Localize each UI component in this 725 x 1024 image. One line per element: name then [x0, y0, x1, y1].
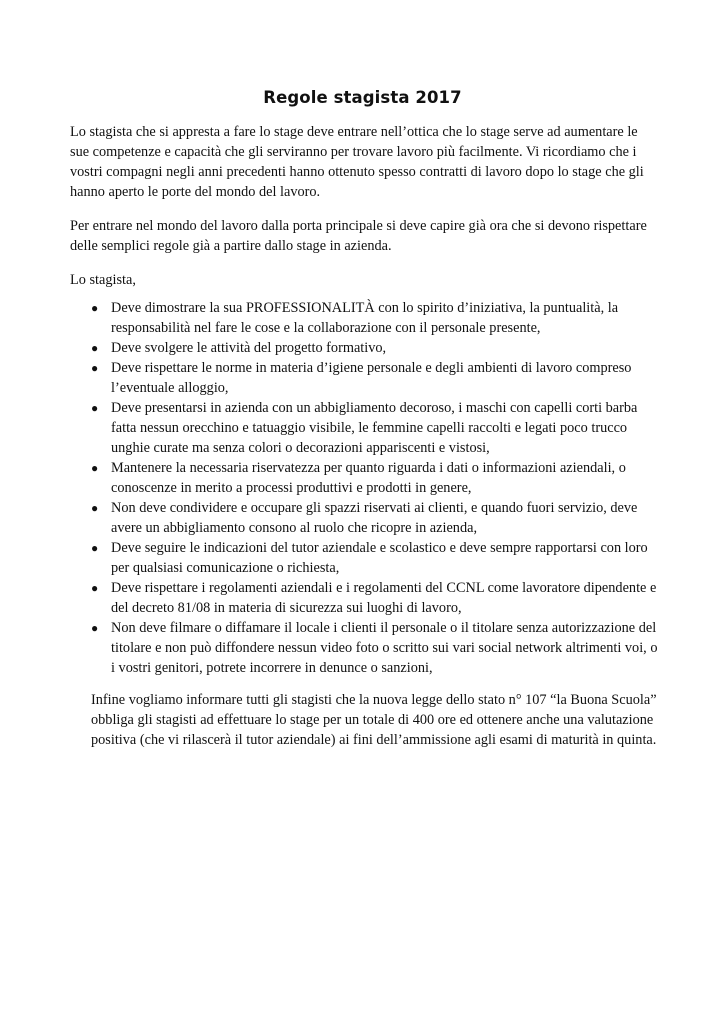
list-item [91, 398, 660, 458]
bullet-icon: ● [91, 541, 99, 555]
rules-list [70, 298, 660, 678]
rule-text: Non deve condividere e occupare gli spazzi riservati ai clienti, e quando fuori servizio, deve avere un abbigliamento consono al ruolo che ricopre in azienda, [111, 500, 638, 536]
rule-text: Deve seguire le indicazioni del tutor aziendale e scolastico e deve sempre rapportarsi con loro per qualsiasi comunicazione o richiesta, [111, 540, 648, 576]
list-item [91, 338, 660, 358]
bullet-icon: ● [91, 621, 99, 635]
list-lead-in: Lo stagista, [70, 272, 136, 288]
document-title: Regole stagista 2017 [263, 88, 462, 107]
bullet-icon: ● [91, 401, 99, 415]
rule-text: Deve svolgere le attività del progetto formativo, [111, 340, 387, 356]
bullet-icon: ● [91, 501, 99, 515]
rule-text: Deve presentarsi in azienda con un abbigliamento decoroso, i maschi con capelli corti barba fatta nessun orecchino e tatuaggio visibile, le femmine capelli raccolti e legati poco trucco unghie curate ma senza colori o decorazioni appariscenti e vistosi, [111, 400, 638, 456]
bullet-icon: ● [91, 461, 99, 475]
rule-text: Mantenere la necessaria riservatezza per quanto riguarda i dati o informazioni aziendali, o conoscenze in merito a processi produttivi e prodotti in genere, [111, 460, 626, 496]
bullet-icon: ● [91, 341, 99, 355]
bullet-icon: ● [91, 361, 99, 375]
rules-intro-paragraph: Per entrare nel mondo del lavoro dalla porta principale si deve capire già ora che si devono rispettare delle semplici regole già a partire dallo stage in azienda. [70, 218, 647, 254]
closing-paragraph: Infine vogliamo informare tutti gli stagisti che la nuova legge dello stato n° 107 “la Buona Scuola” obbliga gli stagisti ad effettuare lo stage per un totale di 400 ore ed ottenere anche una valutazione positiva (che vi rilascerà il tutor aziendale) ai fini dell’ammissione agli esami di maturità in quinta. [91, 692, 657, 748]
bullet-icon: ● [91, 581, 99, 595]
list-item [91, 298, 660, 338]
document-body [70, 122, 660, 750]
list-item [91, 498, 660, 538]
list-item [91, 458, 660, 498]
rule-text: Non deve filmare o diffamare il locale i clienti il personale o il titolare senza autorizzazione del titolare e non può diffondere nessun video foto o scritto sui vari social network altrimenti voi, o i vostri genitori, potrete incorrere in denunce o sanzioni, [111, 620, 658, 676]
bullet-icon: ● [91, 301, 99, 315]
intro-paragraph: Lo stagista che si appresta a fare lo stage deve entrare nell’ottica che lo stage serve ad aumentare le sue competenze e capacità che gli serviranno per trovare lavoro più facilmente. Vi ricordiamo che i vostri compagni negli anni precedenti hanno ottenuto spesso contratti di lavoro dopo lo stage che gli hanno aperto le porte del mondo del lavoro. [70, 124, 644, 200]
list-item [91, 358, 660, 398]
list-item [91, 618, 660, 678]
rule-text: Deve rispettare i regolamenti aziendali e i regolamenti del CCNL come lavoratore dipendente e del decreto 81/08 in materia di sicurezza sui luoghi di lavoro, [111, 580, 657, 616]
rule-text: Deve dimostrare la sua PROFESSIONALITÀ con lo spirito d’iniziativa, la puntualità, la responsabilità nel fare le cose e la collaborazione con il personale presente, [111, 300, 619, 336]
list-item [91, 578, 660, 618]
list-item [91, 538, 660, 578]
rule-text: Deve rispettare le norme in materia d’igiene personale e degli ambienti di lavoro compreso l’eventuale alloggio, [111, 360, 632, 396]
